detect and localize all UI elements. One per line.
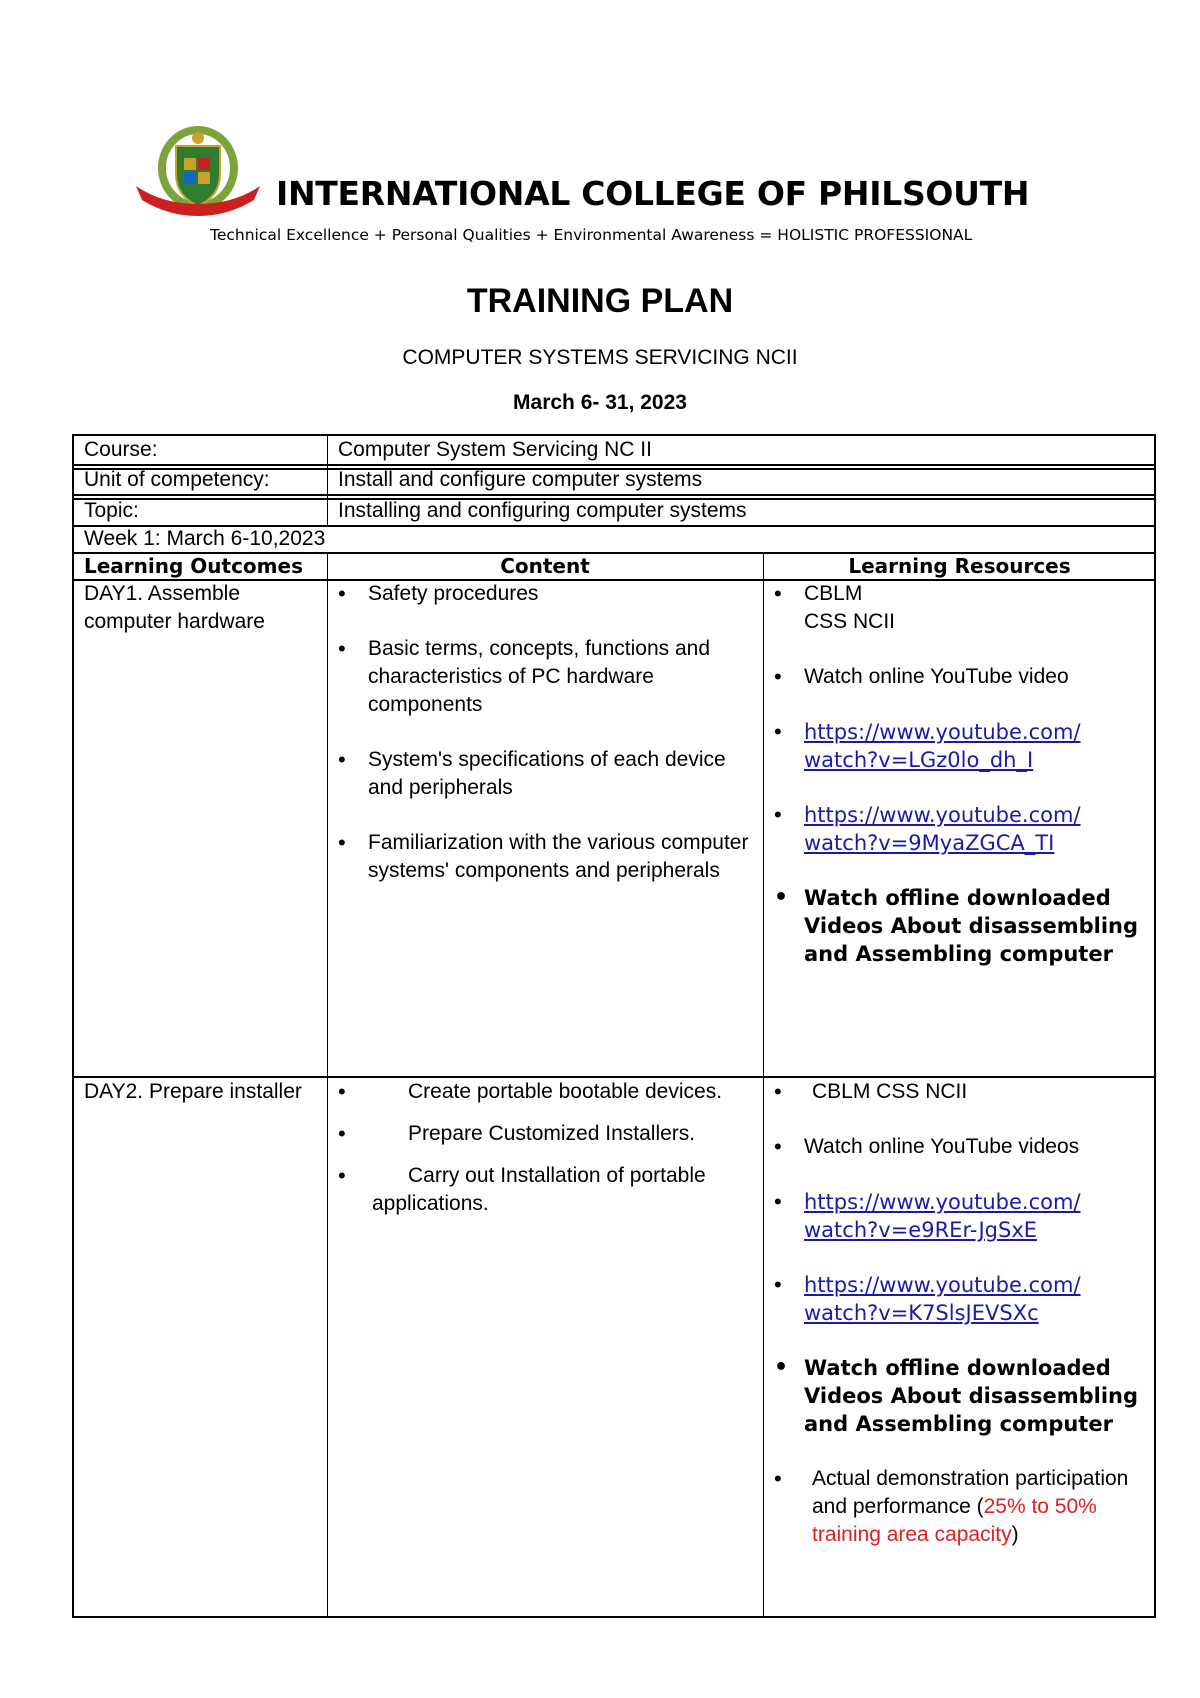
list-item: • Safety procedures	[332, 580, 752, 608]
youtube-link[interactable]: • https://www.youtube.com/	[804, 1273, 1081, 1297]
list-item	[332, 1078, 752, 1106]
row-divider	[74, 494, 1154, 496]
resource-text: Actual demonstration participation and performance (	[812, 1467, 1129, 1518]
list-item	[768, 1465, 1153, 1549]
college-motto: Technical Excellence + Personal Qualities + Environmental Awareness = HOLISTIC PROFESSIONAL	[210, 226, 973, 244]
list-item	[332, 1162, 752, 1218]
youtube-link[interactable]: watch?v=K7SlsJEVSXc	[804, 1301, 1039, 1325]
day1-content	[332, 580, 752, 885]
list-item	[768, 718, 1153, 774]
col-divider	[763, 552, 764, 1616]
header-learning-resources: Learning Resources	[848, 554, 1071, 578]
plan-date: March 6- 31, 2023	[513, 391, 687, 414]
youtube-link[interactable]: • https://www.youtube.com/	[804, 803, 1081, 827]
list-item	[768, 580, 1153, 636]
unit-value: Install and configure computer systems	[338, 468, 703, 491]
college-name: INTERNATIONAL COLLEGE OF PHILSOUTH	[276, 174, 1030, 213]
youtube-link[interactable]: • https://www.youtube.com/	[804, 720, 1081, 744]
course-value: Computer System Servicing NC II	[338, 438, 652, 461]
list-item: • Basic terms, concepts, functions and characteristics of PC hardware components	[332, 635, 752, 719]
youtube-link[interactable]: watch?v=9MyaZGCA_TI	[804, 831, 1055, 855]
list-item	[768, 801, 1153, 857]
day2-content	[332, 1078, 752, 1218]
youtube-link[interactable]: watch?v=LGz0lo_dh_I	[804, 748, 1034, 772]
resource-text: )	[1011, 1523, 1019, 1546]
list-item	[768, 1078, 1153, 1106]
content-text: Carry out Installation of portable applications.	[372, 1164, 706, 1215]
page-subtitle: COMPUTER SYSTEMS SERVICING NCII	[402, 346, 798, 369]
topic-label: Topic:	[84, 499, 139, 522]
day2-resources	[768, 1078, 1153, 1549]
day1-resources	[768, 580, 1153, 968]
youtube-link[interactable]: watch?v=e9REr-JgSxE	[804, 1218, 1038, 1242]
resource-text: CBLM CSS NCII	[812, 1080, 968, 1103]
youtube-link[interactable]: • https://www.youtube.com/	[804, 1190, 1081, 1214]
list-item: • Watch offline downloaded Videos About disassembling and Assembling computer	[768, 1354, 1153, 1438]
list-item	[332, 1120, 752, 1148]
course-label: Course:	[84, 438, 158, 461]
col-divider	[327, 552, 328, 1616]
list-item	[768, 1188, 1153, 1244]
list-item: • Watch online YouTube video	[768, 663, 1153, 691]
week-label: Week 1: March 6-10,2023	[84, 527, 326, 550]
list-item: • System's specifications of each device and peripherals	[332, 746, 752, 802]
content-text: Create portable bootable devices.	[408, 1080, 723, 1103]
list-item	[768, 1271, 1153, 1327]
header-content: Content	[500, 554, 590, 578]
page-title: TRAINING PLAN	[466, 282, 734, 320]
header-learning-outcomes: Learning Outcomes	[84, 554, 303, 578]
capacity-highlight: 25% to 50% training area capacity	[812, 1495, 1097, 1546]
college-logo	[132, 124, 264, 220]
day1-outcome: DAY1. Assemble computer hardware	[84, 582, 265, 633]
content-text: Prepare Customized Installers.	[408, 1122, 696, 1145]
unit-label: Unit of competency:	[84, 468, 270, 491]
col-divider	[327, 436, 328, 525]
list-item: • Familiarization with the various computer systems' components and peripherals	[332, 829, 752, 885]
topic-value: Installing and configuring computer systems	[338, 499, 747, 522]
day2-outcome: DAY2. Prepare installer	[84, 1080, 302, 1103]
resource-text: CSS NCII	[804, 610, 896, 633]
resource-text: • CBLM	[804, 582, 863, 605]
list-item: • Watch offline downloaded Videos About disassembling and Assembling computer	[768, 884, 1153, 968]
list-item: • Watch online YouTube videos	[768, 1133, 1153, 1161]
training-plan-table	[72, 434, 1156, 1618]
